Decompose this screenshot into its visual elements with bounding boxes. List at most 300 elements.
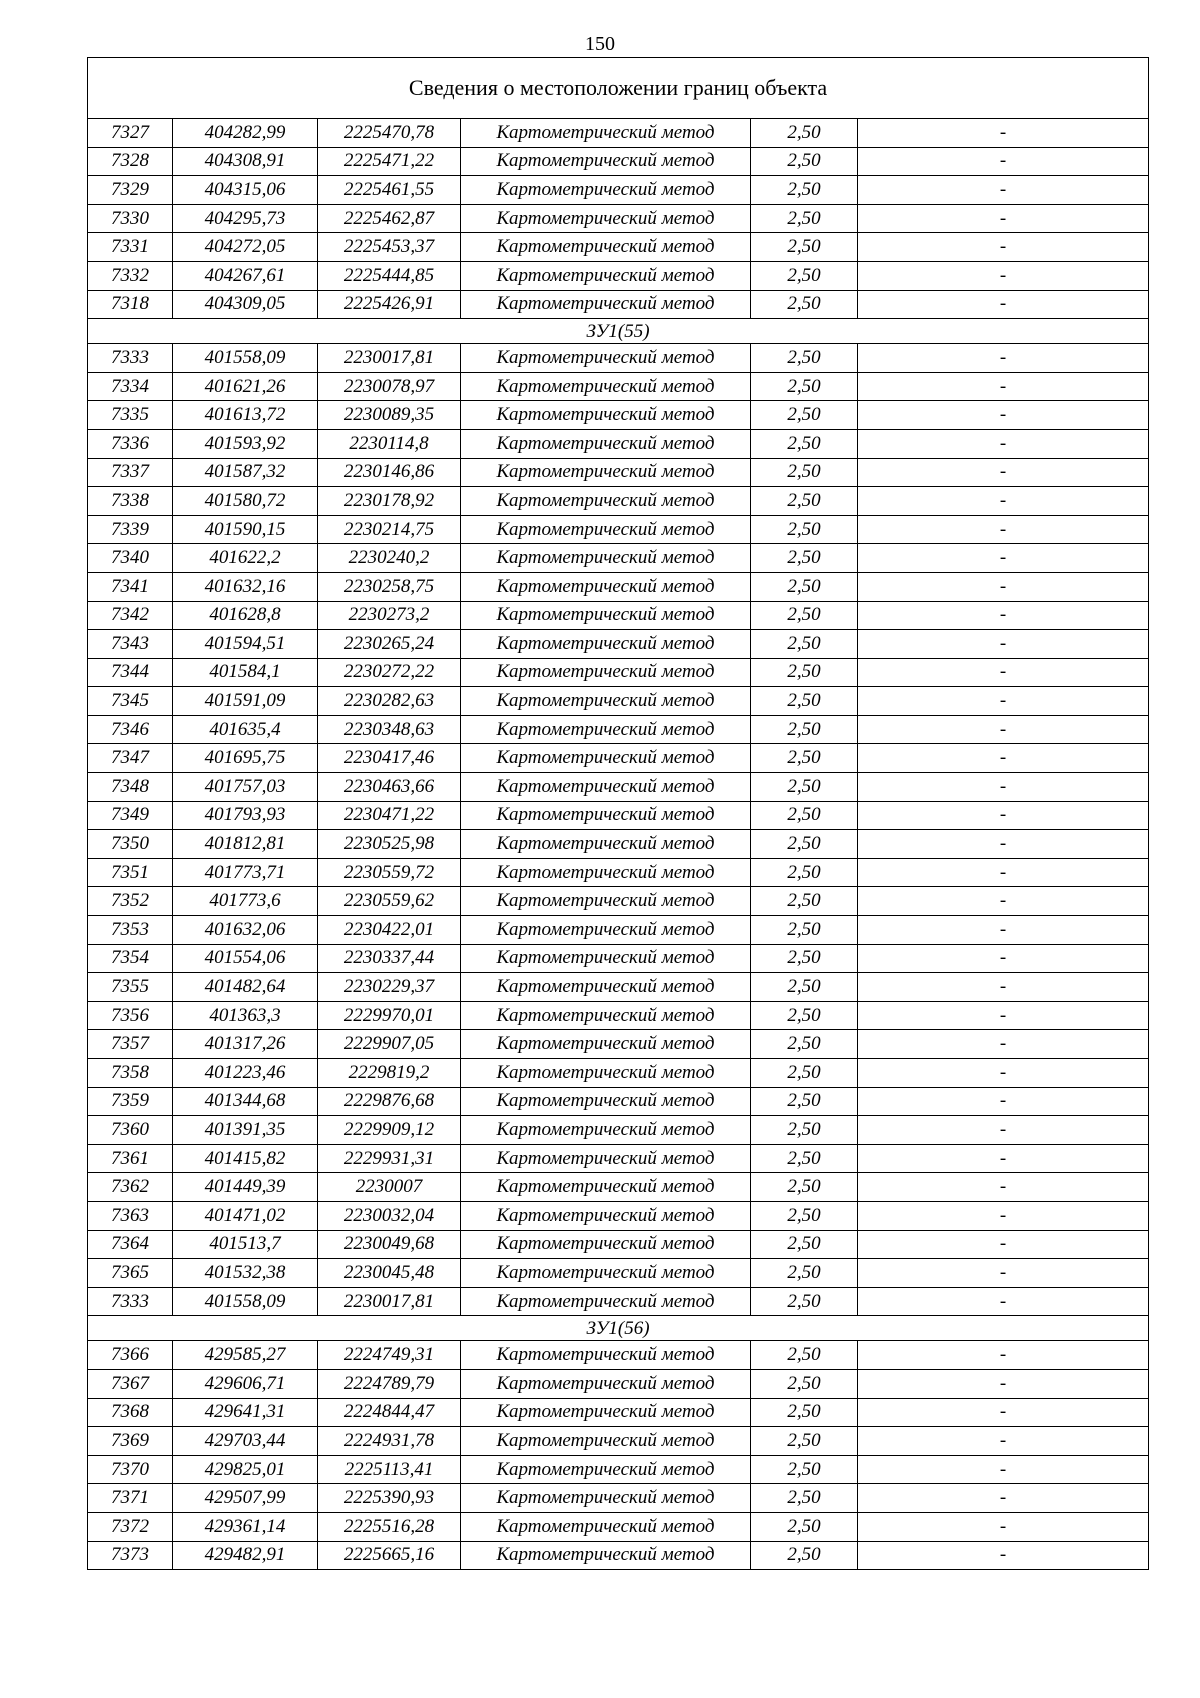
table-row [88,744,1149,773]
x-coordinate-cell: 401558,09 [173,344,318,373]
table-row [88,458,1149,487]
method-cell: Картометрический метод [461,544,751,573]
accuracy-cell: 2,50 [751,1427,858,1456]
accuracy-cell: 2,50 [751,1541,858,1570]
method-cell: Картометрический метод [461,1059,751,1088]
point-number-cell: 7342 [88,601,173,630]
method-cell: Картометрический метод [461,830,751,859]
accuracy-cell: 2,50 [751,515,858,544]
note-cell: - [858,973,1149,1002]
point-number-cell: 7354 [88,944,173,973]
method-cell: Картометрический метод [461,1173,751,1202]
note-cell: - [858,773,1149,802]
method-cell: Картометрический метод [461,916,751,945]
point-number-cell: 7333 [88,344,173,373]
y-coordinate-cell: 2230265,24 [318,630,461,659]
note-cell: - [858,344,1149,373]
point-number-cell: 7336 [88,429,173,458]
point-number-cell: 7318 [88,290,173,319]
point-number-cell: 7365 [88,1259,173,1288]
accuracy-cell: 2,50 [751,801,858,830]
y-coordinate-cell: 2230559,72 [318,858,461,887]
x-coordinate-cell: 401591,09 [173,687,318,716]
x-coordinate-cell: 401471,02 [173,1201,318,1230]
accuracy-cell: 2,50 [751,487,858,516]
note-cell: - [858,372,1149,401]
table-row [88,887,1149,916]
point-number-cell: 7333 [88,1287,173,1316]
table-row [88,1484,1149,1513]
x-coordinate-cell: 429606,71 [173,1369,318,1398]
note-cell: - [858,1173,1149,1202]
note-cell: - [858,1116,1149,1145]
table-row [88,544,1149,573]
x-coordinate-cell: 401391,35 [173,1116,318,1145]
x-coordinate-cell: 401584,1 [173,658,318,687]
note-cell: - [858,119,1149,148]
table-row [88,801,1149,830]
table-title: Сведения о местоположении границ объекта [88,58,1149,119]
x-coordinate-cell: 404309,05 [173,290,318,319]
point-number-cell: 7359 [88,1087,173,1116]
point-number-cell: 7350 [88,830,173,859]
point-number-cell: 7361 [88,1144,173,1173]
method-cell: Картометрический метод [461,1087,751,1116]
point-number-cell: 7370 [88,1455,173,1484]
table-row [88,515,1149,544]
accuracy-cell: 2,50 [751,1144,858,1173]
accuracy-cell: 2,50 [751,1455,858,1484]
method-cell: Картометрический метод [461,1427,751,1456]
table-row [88,261,1149,290]
table-row [88,344,1149,373]
x-coordinate-cell: 429361,14 [173,1512,318,1541]
table-title-row [88,58,1149,119]
y-coordinate-cell: 2225444,85 [318,261,461,290]
note-cell: - [858,290,1149,319]
x-coordinate-cell: 401594,51 [173,630,318,659]
accuracy-cell: 2,50 [751,916,858,945]
section-label: ЗУ1(55) [88,319,1149,344]
y-coordinate-cell: 2225113,41 [318,1455,461,1484]
method-cell: Картометрический метод [461,715,751,744]
x-coordinate-cell: 429641,31 [173,1398,318,1427]
method-cell: Картометрический метод [461,1144,751,1173]
y-coordinate-cell: 2225462,87 [318,204,461,233]
y-coordinate-cell: 2229909,12 [318,1116,461,1145]
method-cell: Картометрический метод [461,887,751,916]
accuracy-cell: 2,50 [751,261,858,290]
table-row [88,147,1149,176]
note-cell: - [858,1201,1149,1230]
method-cell: Картометрический метод [461,1398,751,1427]
point-number-cell: 7357 [88,1030,173,1059]
y-coordinate-cell: 2225461,55 [318,176,461,205]
y-coordinate-cell: 2229970,01 [318,1001,461,1030]
x-coordinate-cell: 401223,46 [173,1059,318,1088]
accuracy-cell: 2,50 [751,544,858,573]
y-coordinate-cell: 2230525,98 [318,830,461,859]
note-cell: - [858,687,1149,716]
method-cell: Картометрический метод [461,1201,751,1230]
method-cell: Картометрический метод [461,687,751,716]
accuracy-cell: 2,50 [751,973,858,1002]
accuracy-cell: 2,50 [751,1259,858,1288]
accuracy-cell: 2,50 [751,1369,858,1398]
point-number-cell: 7372 [88,1512,173,1541]
point-number-cell: 7347 [88,744,173,773]
y-coordinate-cell: 2230422,01 [318,916,461,945]
table-row [88,715,1149,744]
method-cell: Картометрический метод [461,973,751,1002]
x-coordinate-cell: 404282,99 [173,119,318,148]
method-cell: Картометрический метод [461,147,751,176]
boundary-coordinates-table [87,57,1149,1570]
note-cell: - [858,1230,1149,1259]
note-cell: - [858,830,1149,859]
accuracy-cell: 2,50 [751,1173,858,1202]
x-coordinate-cell: 401757,03 [173,773,318,802]
table-row [88,1512,1149,1541]
accuracy-cell: 2,50 [751,572,858,601]
accuracy-cell: 2,50 [751,1001,858,1030]
point-number-cell: 7331 [88,233,173,262]
point-number-cell: 7366 [88,1341,173,1370]
note-cell: - [858,858,1149,887]
x-coordinate-cell: 401812,81 [173,830,318,859]
method-cell: Картометрический метод [461,1455,751,1484]
page-number: 150 [585,33,615,55]
method-cell: Картометрический метод [461,233,751,262]
method-cell: Картометрический метод [461,1230,751,1259]
accuracy-cell: 2,50 [751,1087,858,1116]
y-coordinate-cell: 2230045,48 [318,1259,461,1288]
table-row [88,830,1149,859]
accuracy-cell: 2,50 [751,744,858,773]
y-coordinate-cell: 2229876,68 [318,1087,461,1116]
accuracy-cell: 2,50 [751,233,858,262]
note-cell: - [858,715,1149,744]
method-cell: Картометрический метод [461,1369,751,1398]
point-number-cell: 7334 [88,372,173,401]
method-cell: Картометрический метод [461,487,751,516]
accuracy-cell: 2,50 [751,119,858,148]
point-number-cell: 7358 [88,1059,173,1088]
accuracy-cell: 2,50 [751,1030,858,1059]
table-row [88,916,1149,945]
method-cell: Картометрический метод [461,801,751,830]
method-cell: Картометрический метод [461,1259,751,1288]
point-number-cell: 7368 [88,1398,173,1427]
note-cell: - [858,1484,1149,1513]
x-coordinate-cell: 429585,27 [173,1341,318,1370]
point-number-cell: 7369 [88,1427,173,1456]
accuracy-cell: 2,50 [751,1059,858,1088]
note-cell: - [858,887,1149,916]
note-cell: - [858,801,1149,830]
point-number-cell: 7362 [88,1173,173,1202]
point-number-cell: 7346 [88,715,173,744]
accuracy-cell: 2,50 [751,1512,858,1541]
table-row [88,372,1149,401]
note-cell: - [858,1398,1149,1427]
y-coordinate-cell: 2230146,86 [318,458,461,487]
accuracy-cell: 2,50 [751,1398,858,1427]
method-cell: Картометрический метод [461,119,751,148]
table-row [88,1030,1149,1059]
table-row [88,1230,1149,1259]
accuracy-cell: 2,50 [751,372,858,401]
accuracy-cell: 2,50 [751,887,858,916]
y-coordinate-cell: 2230229,37 [318,973,461,1002]
y-coordinate-cell: 2229907,05 [318,1030,461,1059]
point-number-cell: 7373 [88,1541,173,1570]
table-row [88,973,1149,1002]
y-coordinate-cell: 2230559,62 [318,887,461,916]
method-cell: Картометрический метод [461,1001,751,1030]
x-coordinate-cell: 401773,6 [173,887,318,916]
note-cell: - [858,658,1149,687]
note-cell: - [858,515,1149,544]
x-coordinate-cell: 401317,26 [173,1030,318,1059]
y-coordinate-cell: 2224789,79 [318,1369,461,1398]
accuracy-cell: 2,50 [751,344,858,373]
table-row [88,204,1149,233]
section-row [88,1316,1149,1341]
note-cell: - [858,1087,1149,1116]
accuracy-cell: 2,50 [751,715,858,744]
x-coordinate-cell: 404315,06 [173,176,318,205]
table-row [88,572,1149,601]
x-coordinate-cell: 401622,2 [173,544,318,573]
point-number-cell: 7328 [88,147,173,176]
table-row [88,1116,1149,1145]
note-cell: - [858,1287,1149,1316]
accuracy-cell: 2,50 [751,1287,858,1316]
y-coordinate-cell: 2224931,78 [318,1427,461,1456]
note-cell: - [858,458,1149,487]
point-number-cell: 7335 [88,401,173,430]
x-coordinate-cell: 429482,91 [173,1541,318,1570]
method-cell: Картометрический метод [461,858,751,887]
table-row [88,1173,1149,1202]
y-coordinate-cell: 2229931,31 [318,1144,461,1173]
x-coordinate-cell: 401628,8 [173,601,318,630]
x-coordinate-cell: 401793,93 [173,801,318,830]
method-cell: Картометрический метод [461,1030,751,1059]
table-row [88,1001,1149,1030]
method-cell: Картометрический метод [461,773,751,802]
y-coordinate-cell: 2230049,68 [318,1230,461,1259]
note-cell: - [858,204,1149,233]
method-cell: Картометрический метод [461,1484,751,1513]
y-coordinate-cell: 2225471,22 [318,147,461,176]
table-row [88,1341,1149,1370]
note-cell: - [858,1259,1149,1288]
y-coordinate-cell: 2230017,81 [318,344,461,373]
table-row [88,773,1149,802]
table-row [88,487,1149,516]
point-number-cell: 7339 [88,515,173,544]
y-coordinate-cell: 2230417,46 [318,744,461,773]
table-row [88,944,1149,973]
note-cell: - [858,1001,1149,1030]
note-cell: - [858,233,1149,262]
x-coordinate-cell: 401695,75 [173,744,318,773]
x-coordinate-cell: 401593,92 [173,429,318,458]
method-cell: Картометрический метод [461,658,751,687]
x-coordinate-cell: 401532,38 [173,1259,318,1288]
table-row [88,290,1149,319]
y-coordinate-cell: 2230272,22 [318,658,461,687]
note-cell: - [858,544,1149,573]
table-row [88,1201,1149,1230]
table-row [88,1087,1149,1116]
accuracy-cell: 2,50 [751,830,858,859]
y-coordinate-cell: 2230258,75 [318,572,461,601]
y-coordinate-cell: 2230017,81 [318,1287,461,1316]
note-cell: - [858,916,1149,945]
y-coordinate-cell: 2230273,2 [318,601,461,630]
y-coordinate-cell: 2230240,2 [318,544,461,573]
point-number-cell: 7371 [88,1484,173,1513]
table-row [88,601,1149,630]
x-coordinate-cell: 401513,7 [173,1230,318,1259]
y-coordinate-cell: 2230348,63 [318,715,461,744]
table-row [88,658,1149,687]
x-coordinate-cell: 401415,82 [173,1144,318,1173]
y-coordinate-cell: 2230032,04 [318,1201,461,1230]
table-row [88,630,1149,659]
x-coordinate-cell: 404267,61 [173,261,318,290]
table-row [88,687,1149,716]
method-cell: Картометрический метод [461,601,751,630]
point-number-cell: 7330 [88,204,173,233]
y-coordinate-cell: 2230463,66 [318,773,461,802]
point-number-cell: 7337 [88,458,173,487]
x-coordinate-cell: 429507,99 [173,1484,318,1513]
note-cell: - [858,572,1149,601]
note-cell: - [858,1455,1149,1484]
point-number-cell: 7355 [88,973,173,1002]
note-cell: - [858,401,1149,430]
table-row [88,119,1149,148]
method-cell: Картометрический метод [461,630,751,659]
point-number-cell: 7340 [88,544,173,573]
table-row [88,401,1149,430]
method-cell: Картометрический метод [461,261,751,290]
method-cell: Картометрический метод [461,1541,751,1570]
note-cell: - [858,1369,1149,1398]
table-row [88,858,1149,887]
method-cell: Картометрический метод [461,1341,751,1370]
table-row [88,1398,1149,1427]
table-row [88,1059,1149,1088]
point-number-cell: 7338 [88,487,173,516]
accuracy-cell: 2,50 [751,458,858,487]
point-number-cell: 7329 [88,176,173,205]
note-cell: - [858,1059,1149,1088]
y-coordinate-cell: 2229819,2 [318,1059,461,1088]
y-coordinate-cell: 2225665,16 [318,1541,461,1570]
accuracy-cell: 2,50 [751,773,858,802]
x-coordinate-cell: 401632,06 [173,916,318,945]
point-number-cell: 7345 [88,687,173,716]
point-number-cell: 7343 [88,630,173,659]
y-coordinate-cell: 2230007 [318,1173,461,1202]
note-cell: - [858,147,1149,176]
y-coordinate-cell: 2230214,75 [318,515,461,544]
accuracy-cell: 2,50 [751,658,858,687]
note-cell: - [858,1341,1149,1370]
point-number-cell: 7348 [88,773,173,802]
accuracy-cell: 2,50 [751,176,858,205]
x-coordinate-cell: 401363,3 [173,1001,318,1030]
accuracy-cell: 2,50 [751,290,858,319]
x-coordinate-cell: 401590,15 [173,515,318,544]
point-number-cell: 7327 [88,119,173,148]
x-coordinate-cell: 401632,16 [173,572,318,601]
y-coordinate-cell: 2224749,31 [318,1341,461,1370]
x-coordinate-cell: 429703,44 [173,1427,318,1456]
y-coordinate-cell: 2230089,35 [318,401,461,430]
table-row [88,1259,1149,1288]
y-coordinate-cell: 2225453,37 [318,233,461,262]
x-coordinate-cell: 401635,4 [173,715,318,744]
accuracy-cell: 2,50 [751,601,858,630]
y-coordinate-cell: 2225516,28 [318,1512,461,1541]
x-coordinate-cell: 401554,06 [173,944,318,973]
y-coordinate-cell: 2225390,93 [318,1484,461,1513]
note-cell: - [858,1512,1149,1541]
method-cell: Картометрический метод [461,944,751,973]
accuracy-cell: 2,50 [751,1230,858,1259]
x-coordinate-cell: 401587,32 [173,458,318,487]
point-number-cell: 7332 [88,261,173,290]
point-number-cell: 7349 [88,801,173,830]
point-number-cell: 7360 [88,1116,173,1145]
note-cell: - [858,944,1149,973]
table-row [88,1541,1149,1570]
y-coordinate-cell: 2224844,47 [318,1398,461,1427]
x-coordinate-cell: 404308,91 [173,147,318,176]
x-coordinate-cell: 401558,09 [173,1287,318,1316]
table-row [88,1144,1149,1173]
note-cell: - [858,601,1149,630]
method-cell: Картометрический метод [461,458,751,487]
accuracy-cell: 2,50 [751,401,858,430]
table-body [88,58,1149,1570]
note-cell: - [858,630,1149,659]
note-cell: - [858,1144,1149,1173]
section-label: ЗУ1(56) [88,1316,1149,1341]
point-number-cell: 7341 [88,572,173,601]
note-cell: - [858,261,1149,290]
accuracy-cell: 2,50 [751,858,858,887]
point-number-cell: 7363 [88,1201,173,1230]
table-row [88,233,1149,262]
x-coordinate-cell: 401449,39 [173,1173,318,1202]
x-coordinate-cell: 401482,64 [173,973,318,1002]
table-row [88,1369,1149,1398]
note-cell: - [858,487,1149,516]
accuracy-cell: 2,50 [751,1484,858,1513]
y-coordinate-cell: 2230114,8 [318,429,461,458]
method-cell: Картометрический метод [461,429,751,458]
x-coordinate-cell: 404295,73 [173,204,318,233]
point-number-cell: 7356 [88,1001,173,1030]
section-row [88,319,1149,344]
